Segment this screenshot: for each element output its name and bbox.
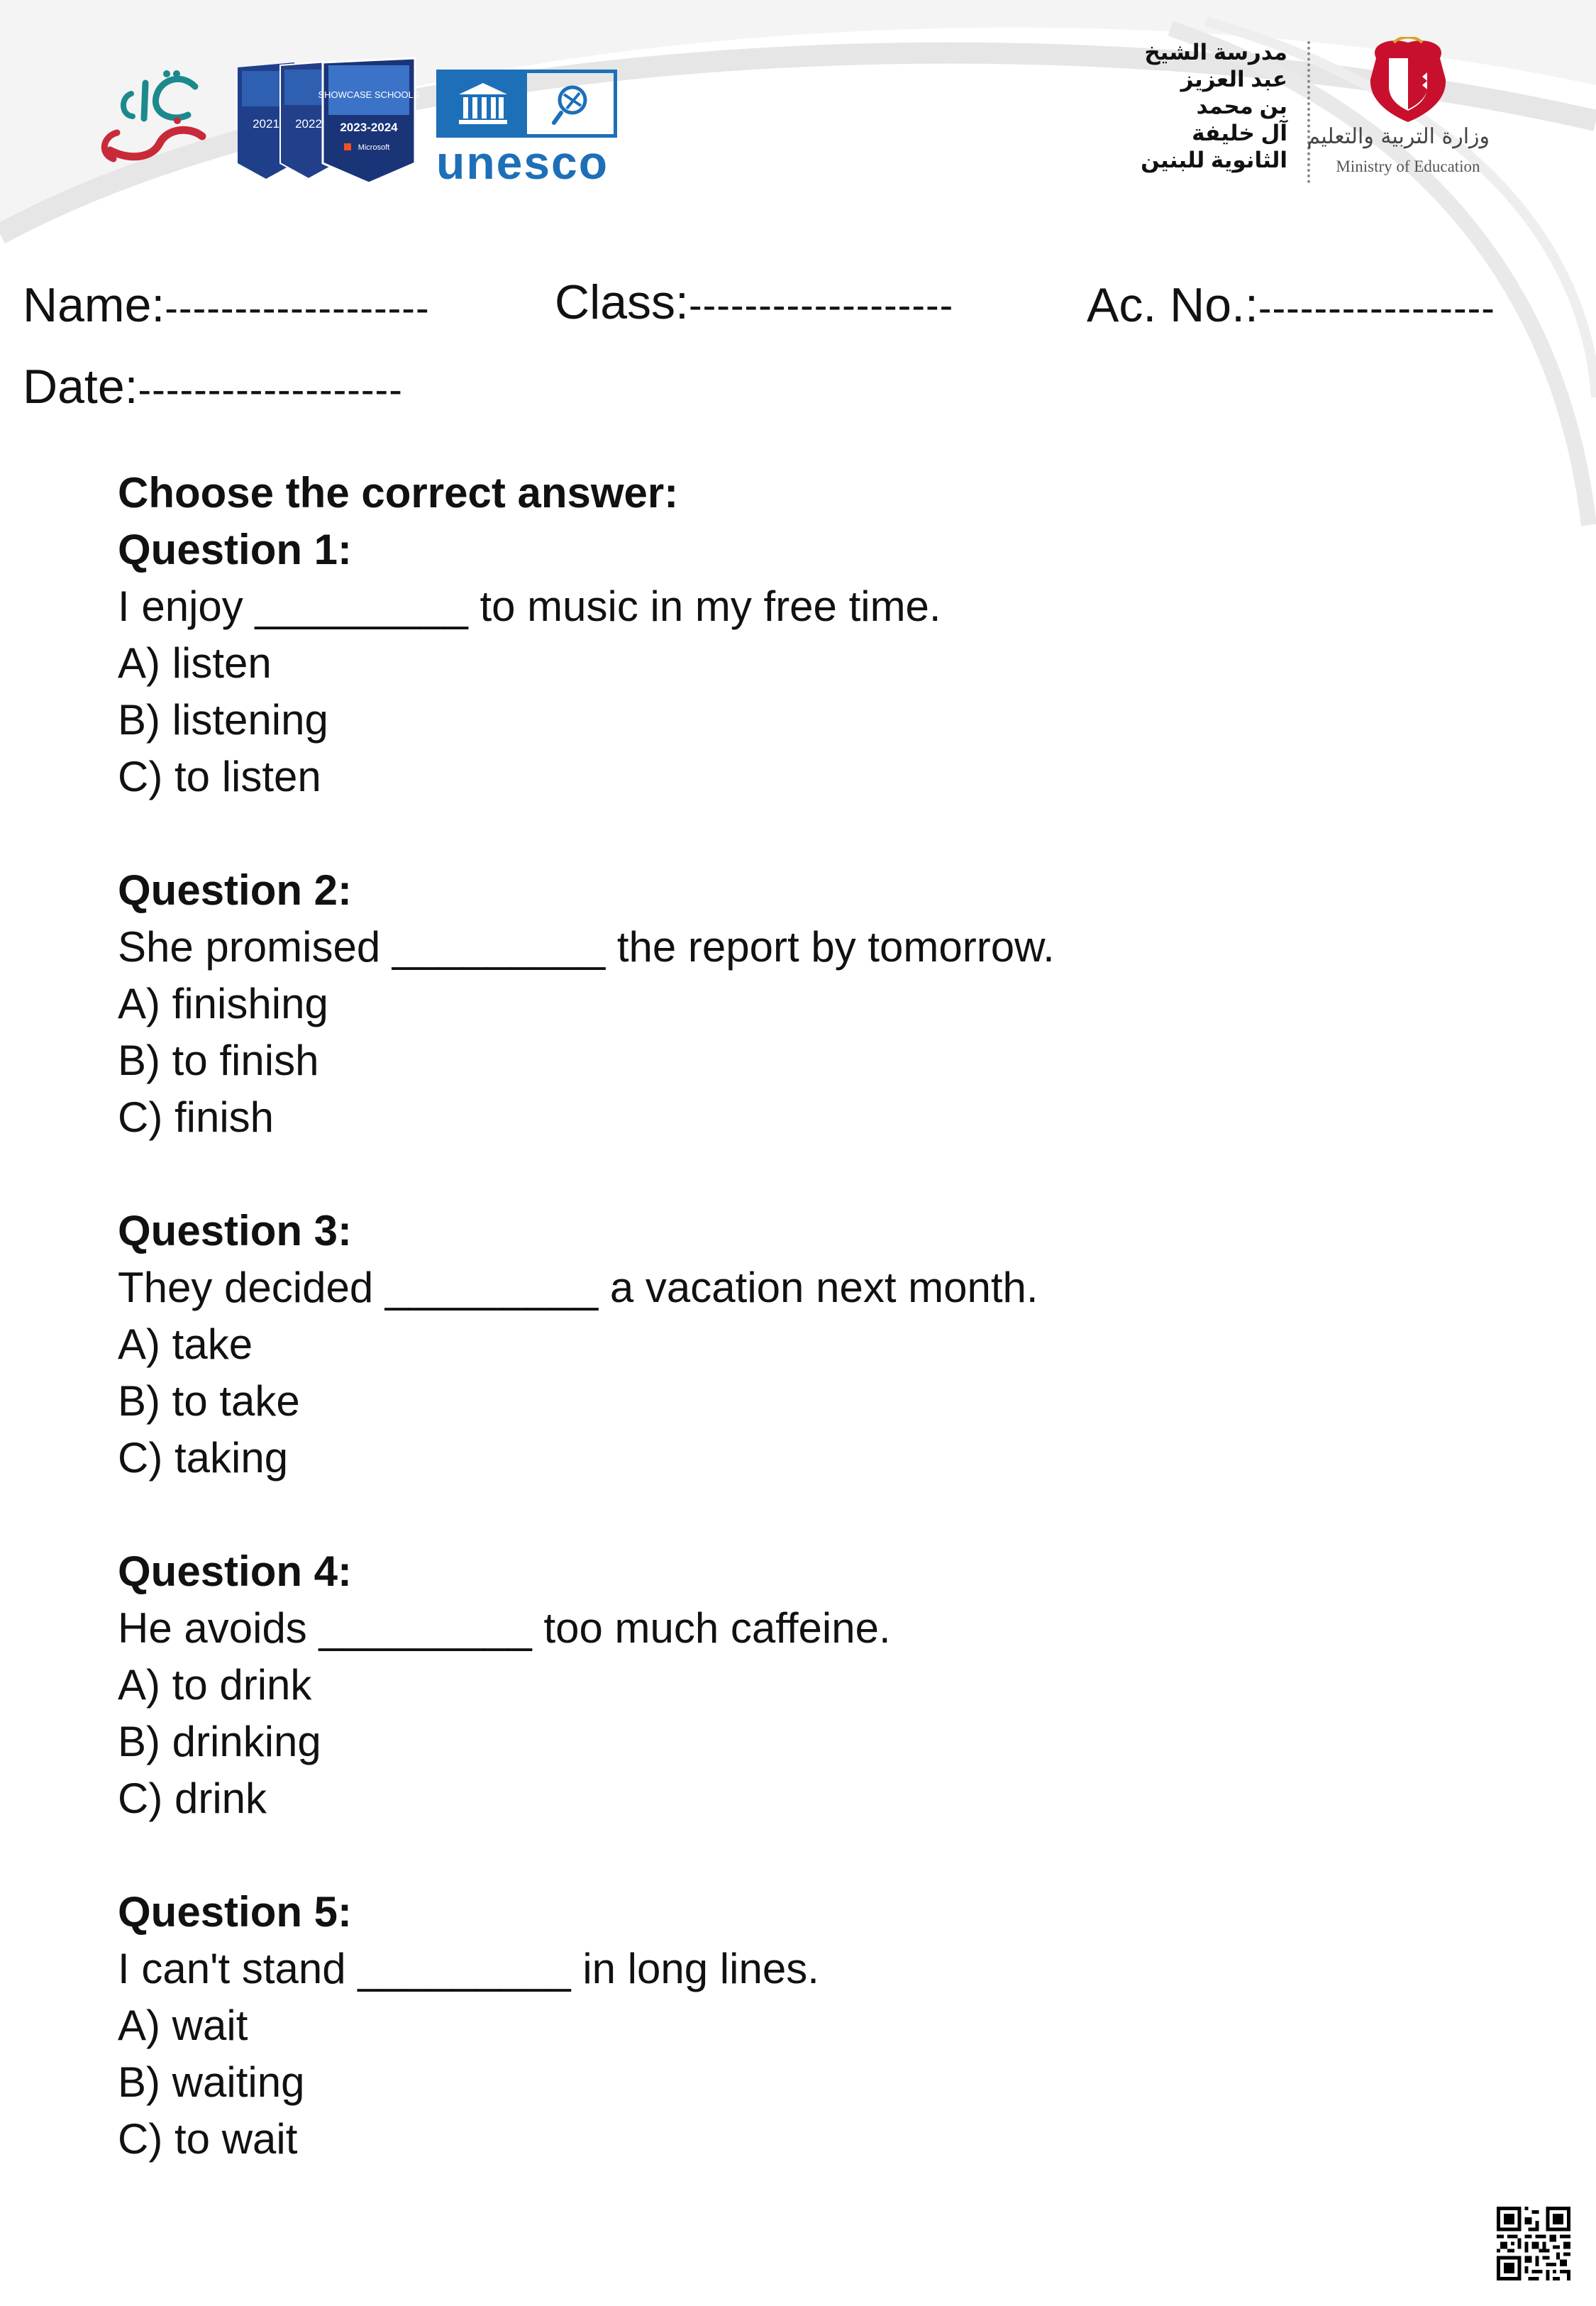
class-blank[interactable]: -------------------	[688, 282, 954, 327]
acno-field[interactable]	[1087, 277, 1495, 336]
question-1	[118, 522, 1465, 805]
question-title: Question 2:	[118, 866, 353, 914]
name-blank[interactable]: -------------------	[165, 285, 430, 330]
unesco-emblem	[436, 70, 617, 138]
header-divider	[1307, 41, 1310, 183]
option-b[interactable]: B) to finish	[118, 1037, 319, 1084]
option-c[interactable]: C) drink	[118, 1775, 267, 1822]
motto-calligraphy-image	[89, 65, 216, 172]
option-a[interactable]: A) wait	[118, 2002, 248, 2049]
badge-2023-2024	[318, 58, 419, 183]
option-a[interactable]: A) listen	[118, 639, 272, 687]
question-title: Question 3:	[118, 1207, 353, 1254]
option-c[interactable]: C) taking	[118, 1434, 289, 1482]
date-field[interactable]	[23, 358, 403, 418]
school-name-line: عبد العزيز	[1180, 67, 1287, 92]
svg-text:2023-2024: 2023-2024	[340, 121, 398, 134]
question-text: I can't stand _________ in long lines.	[118, 1945, 819, 1992]
option-a[interactable]: A) finishing	[118, 980, 328, 1027]
question-text: I enjoy _________ to music in my free time.	[118, 583, 941, 630]
ministry-name-arabic: وزارة التربية والتعليم	[1307, 124, 1490, 149]
question-title: Question 1:	[118, 526, 353, 573]
class-label: Class:	[555, 275, 689, 329]
option-a[interactable]: A) to drink	[118, 1661, 312, 1709]
option-c[interactable]: C) finish	[118, 1093, 275, 1141]
svg-text:2021: 2021	[253, 117, 279, 131]
svg-text:SHOWCASE SCHOOLS: SHOWCASE SCHOOLS	[318, 89, 420, 100]
option-b[interactable]: B) waiting	[118, 2058, 305, 2106]
question-5	[118, 1884, 1465, 2168]
name-field[interactable]	[23, 277, 430, 336]
class-field[interactable]	[555, 274, 953, 333]
school-name	[1135, 39, 1287, 174]
question-text: He avoids _________ too much caffeine.	[118, 1604, 891, 1652]
question-4	[118, 1543, 1465, 1827]
showcase-schools-badges	[238, 57, 422, 184]
question-3	[118, 1203, 1465, 1486]
date-label: Date:	[23, 360, 138, 414]
option-b[interactable]: B) drinking	[118, 1718, 321, 1765]
quiz-instruction: Choose the correct answer:	[118, 469, 679, 517]
school-name-line: آل خليفة	[1192, 121, 1287, 145]
option-a[interactable]: A) take	[118, 1320, 253, 1368]
name-label: Name:	[23, 278, 165, 332]
school-name-line: مدرسة الشيخ	[1144, 40, 1287, 65]
svg-text:2022: 2022	[295, 117, 322, 131]
date-blank[interactable]: -------------------	[138, 367, 403, 412]
unesco-temple-icon	[440, 73, 527, 134]
svg-text:Microsoft: Microsoft	[358, 143, 390, 152]
question-text: They decided _________ a vacation next month.	[118, 1264, 1038, 1311]
school-name-line: بن محمد	[1196, 94, 1287, 118]
unesco-wordmark: unesco	[436, 136, 609, 189]
ministry-name-english: Ministry of Education	[1336, 158, 1480, 175]
school-name-line: الثانوية للبنين	[1141, 148, 1287, 172]
question-title: Question 5:	[118, 1888, 353, 1936]
quiz-section	[118, 465, 1465, 2224]
ministry-crest-icon	[1362, 37, 1454, 129]
unesco-network-icon	[527, 73, 614, 134]
acno-label: Ac. No.:	[1087, 278, 1258, 332]
question-title: Question 4:	[118, 1548, 353, 1595]
question-text: She promised _________ the report by tomorrow.	[118, 923, 1055, 971]
option-b[interactable]: B) listening	[118, 696, 328, 744]
acno-blank[interactable]: -----------------	[1258, 285, 1495, 330]
school-motto-logo	[89, 65, 216, 172]
option-c[interactable]: C) to listen	[118, 753, 321, 800]
option-c[interactable]: C) to wait	[118, 2115, 298, 2163]
qr-code-icon	[1497, 2207, 1570, 2280]
question-2	[118, 862, 1465, 1146]
option-b[interactable]: B) to take	[118, 1377, 300, 1425]
unesco-logo	[436, 70, 621, 189]
